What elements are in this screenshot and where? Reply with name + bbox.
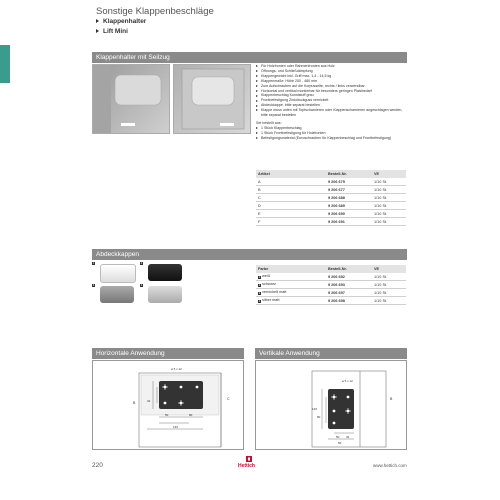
dim-label: 50 (165, 413, 169, 417)
cell-artikel: B (256, 186, 326, 194)
horizontal-diagram (93, 361, 243, 449)
photo-closed-art (93, 65, 170, 134)
cell-bestell-nr: 9 206 698 (326, 297, 372, 305)
table-row (256, 273, 406, 281)
dim-label: ø 5 x 12 (342, 379, 353, 383)
cell-ve: 1/10 St. (372, 289, 406, 297)
feature-item: Öffnungs- und Schließdämpfung (256, 69, 406, 74)
dim-label: 146 (312, 407, 318, 411)
table-row (256, 202, 406, 210)
cell-ve: 1/10 St. (372, 186, 406, 194)
website-url[interactable]: www.hettich.com (373, 463, 407, 468)
cell-ve: 1/10 St. (372, 202, 406, 210)
breadcrumb-klappenhalter (96, 18, 146, 25)
table-row (256, 297, 406, 305)
page-title: Sonstige Klappenbeschläge (96, 6, 214, 17)
page-number: 220 (92, 462, 103, 469)
feature-item: Frontbefestigung Zinkdruckguss vernickelt (256, 98, 406, 103)
table-row (256, 194, 406, 202)
set-item: 1 Stück Frontbefestigung für Holzfronten (256, 131, 406, 136)
triangle-icon (96, 19, 99, 23)
cell-farbe (256, 273, 326, 281)
cell-ve: 1/10 St. (372, 297, 406, 305)
cell-farbe (256, 297, 326, 305)
dim-label: 50 (338, 441, 342, 445)
feature-item: Klappe muss unten mit Topfscharnieren oder Klappenscharnieren angeschlagen werden, bitte separat bestellen (256, 108, 406, 118)
dim-label: B (390, 397, 393, 401)
feature-item: Horizontal und vertikal montierbar für besonders geringen Platzbedarf (256, 89, 406, 94)
feature-item: Zum Aufschrauben auf die Korpusseite, rechts / links verwendbar (256, 84, 406, 89)
photo-open-art (174, 65, 251, 134)
set-item: 1 Stück Klappenbeschlag (256, 126, 406, 131)
cap-label: 1 (92, 262, 95, 265)
cell-ve: 1/10 St. (372, 210, 406, 218)
header-bestell-nr: Bestell-Nr. (326, 170, 372, 178)
table-header-row (256, 170, 406, 178)
cell-farbe (256, 281, 326, 289)
dim-label: 50 (336, 435, 340, 439)
color-name: silber matt (262, 298, 280, 303)
cap-black-image (148, 264, 182, 281)
cell-artikel: E (256, 210, 326, 218)
cell-bestell-nr: 9 206 688 (326, 194, 372, 202)
cell-farbe (256, 289, 326, 297)
section-header-vertical: Vertikale Anwendung (255, 348, 407, 359)
feature-item: Klappenmaße: Höhe 200 - 480 mm (256, 79, 406, 84)
cell-ve: 1/10 St. (372, 218, 406, 226)
product-photo-open (173, 64, 251, 134)
color-name: schwarz (262, 282, 276, 287)
cell-artikel: C (256, 194, 326, 202)
triangle-icon (96, 29, 99, 33)
table-row (256, 218, 406, 226)
header-artikel: Artikel (256, 170, 326, 178)
dim-label: 146 (173, 425, 179, 429)
dim-label: 80 (189, 413, 193, 417)
header-bestell-nr: Bestell-Nr. (326, 265, 372, 273)
feature-item: Abdeckkappe, bitte separat bestellen (256, 103, 406, 108)
cell-artikel: F (256, 218, 326, 226)
cap-silver-image (148, 286, 182, 303)
brand-name: Hettich (238, 463, 255, 469)
table-row (256, 178, 406, 186)
cell-ve: 1/10 St. (372, 194, 406, 202)
dim-label: 80 (317, 415, 321, 419)
table-row (256, 289, 406, 297)
row-marker: 1 (258, 275, 261, 279)
cell-bestell-nr: 9 206 690 (326, 210, 372, 218)
header-farbe: Farbe (256, 265, 326, 273)
row-marker: 4 (258, 299, 261, 303)
set-item: Befestigungsmaterial (Euroschrauben für Klappenbeschlag und Frontbefestigung) (256, 136, 406, 141)
section-header-horizontal: Horizontale Anwendung (92, 348, 244, 359)
article-table (256, 170, 406, 226)
cell-bestell-nr: 9 206 691 (326, 218, 372, 226)
set-intro: Set bestellt aus: (256, 120, 282, 125)
dim-label: ø 5 x 12 (171, 367, 182, 371)
header-ve: VE (372, 265, 406, 273)
dim-label: 32 (147, 399, 151, 403)
table-header-row (256, 265, 406, 273)
breadcrumb-lift-mini (96, 28, 128, 35)
feature-item: Klappengewicht inkl. Griff max. 1,4 - 14,5 kg (256, 74, 406, 79)
dim-label: C (227, 397, 230, 401)
table-row (256, 210, 406, 218)
feature-item: Klappenbeschlag Kunststoff grau (256, 93, 406, 98)
cell-ve: 1/10 St. (372, 178, 406, 186)
color-name: vernickelt matt (262, 290, 287, 295)
cell-ve: 1/10 St. (372, 281, 406, 289)
cap-label: 4 (140, 284, 143, 287)
row-marker: 2 (258, 283, 261, 287)
subtitle-2: Lift Mini (103, 28, 128, 35)
section-header-abdeckkappen: Abdeckkappen (92, 249, 407, 260)
table-row (256, 281, 406, 289)
accent-tab (0, 45, 10, 83)
dim-label: B (133, 401, 136, 405)
vertical-drawing (255, 360, 407, 450)
hettich-logo (236, 456, 262, 470)
horizontal-drawing (92, 360, 244, 450)
header-ve: VE (372, 170, 406, 178)
cell-bestell-nr: 9 206 693 (326, 281, 372, 289)
subtitle-1: Klappenhalter (103, 18, 147, 25)
cell-bestell-nr: 9 206 677 (326, 186, 372, 194)
cap-white-image (100, 264, 136, 283)
row-marker: 3 (258, 291, 261, 295)
cell-bestell-nr: 9 206 692 (326, 273, 372, 281)
feature-list (256, 64, 406, 141)
color-name: weiß (262, 274, 271, 279)
product-photo-closed (92, 64, 170, 134)
table-row (256, 186, 406, 194)
cap-label: 3 (92, 284, 95, 287)
cell-artikel: A (256, 178, 326, 186)
cell-artikel: D (256, 202, 326, 210)
cap-images (92, 262, 187, 304)
cell-ve: 1/10 St. (372, 273, 406, 281)
cell-bestell-nr: 9 206 697 (326, 289, 372, 297)
feature-item: Für Holzfronten oder Rahmenfronten aus Holz (256, 64, 406, 69)
cap-label: 2 (140, 262, 143, 265)
cell-bestell-nr: 9 206 675 (326, 178, 372, 186)
cap-color-table (256, 265, 406, 305)
dim-label: 32 (346, 435, 350, 439)
section-header-klappenhalter: Klappenhalter mit Seilzug (92, 52, 407, 63)
cap-nickel-image (100, 286, 134, 303)
cell-bestell-nr: 9 206 689 (326, 202, 372, 210)
vertical-diagram (256, 361, 406, 449)
